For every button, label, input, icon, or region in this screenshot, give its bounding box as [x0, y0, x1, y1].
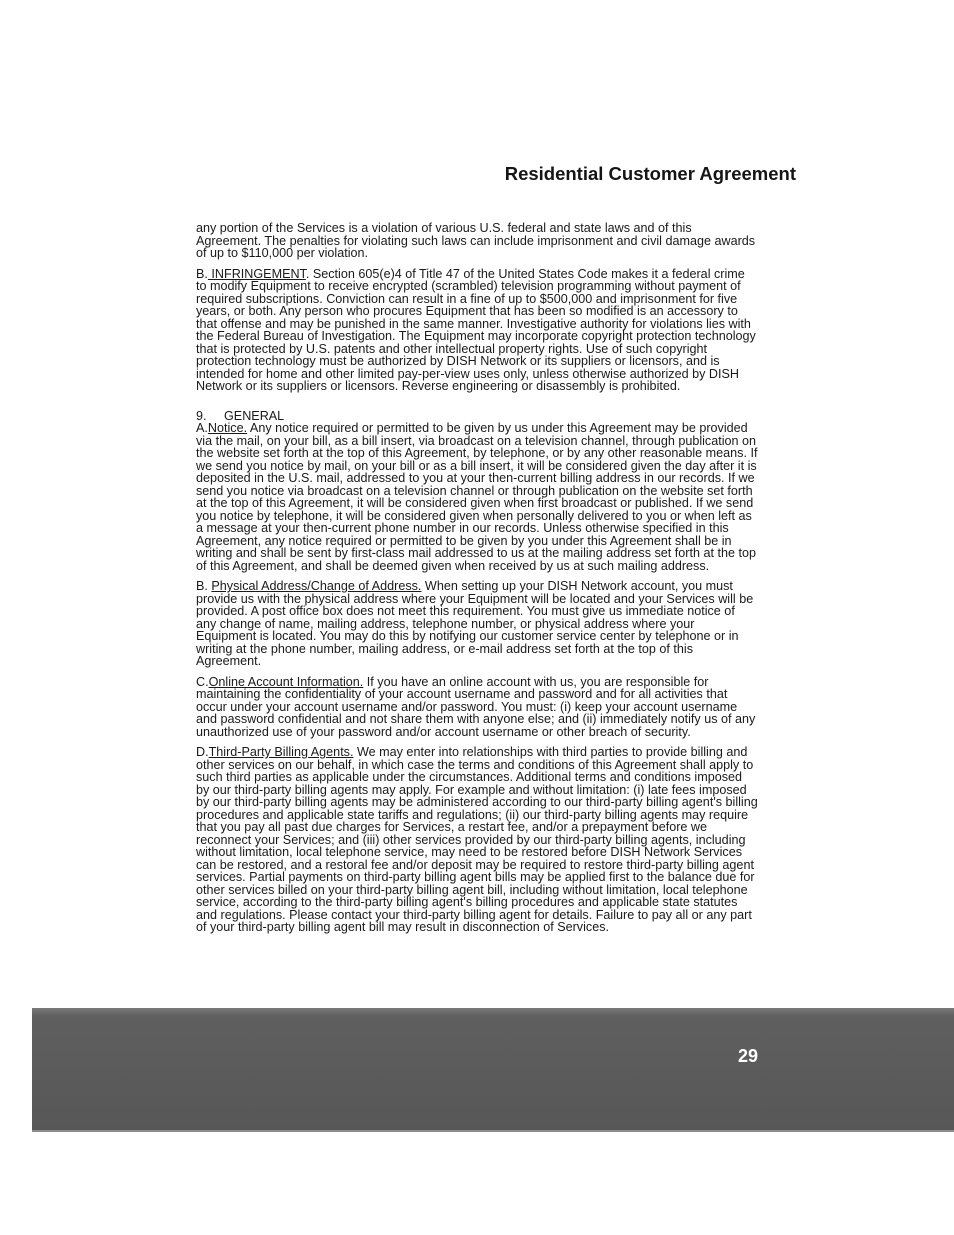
agreement-body — [196, 222, 758, 942]
notice-heading: Notice. — [207, 421, 248, 435]
infringement-text: . Section 605(e)4 of Title 47 of the United States Code makes it a federal crime to modify Equipment to receive encrypted (scrambled) television programming without payment of required subscriptions. Conviction can result in a fine of up to $500,000 and imprisonment for five years, or both. Any person who procures Equipment that has been so modified is an accessory to that offense and may be punished in the same manner. Investigative authority for violations lies with the Federal Bureau of Investigation. The Equipment may incorporate copyright protection technology that is protected by U.S. patents and other intellectual property rights. Use of such copyright protection technology must be authorized by DISH Network or its suppliers or licensors, and is intended for home and other limited pay-per-view uses only, unless otherwise authorized by DISH Network or its suppliers or licensors. Reverse engineering or disassembly is prohibited. — [196, 266, 756, 393]
notice-paragraph — [196, 422, 758, 572]
infringement-paragraph — [196, 268, 758, 393]
section-number: 9. — [196, 408, 207, 423]
physical-address-text: When setting up your DISH Network account, you must provide us with the physical address where your Equipment will be located and your Services will be provided. A post office box does not meet this requirement. You must give us immediate notice of any change of name, mailing address, telephone number, or physical address where your Equipment is located. You may do this by notifying our customer service center by telephone or in writing at the phone number, mailing address, or e-mail address set forth at the top of this Agreement. — [196, 579, 754, 668]
page-title: Residential Customer Agreement — [504, 163, 796, 184]
online-account-paragraph — [196, 676, 758, 739]
footer-band — [32, 1008, 954, 1132]
infringement-prefix: B. — [196, 266, 208, 281]
online-account-text: If you have an online account with us, you are responsible for maintaining the confidentiality of your account username and password and for all activities that occur under your account username and/or password. You must: (i) keep your account username and password confidential and not share them with anyone else; and (ii) immediately notify us of any unauthorized use of your password and/or account username or other breach of security. — [196, 674, 756, 739]
infringement-heading: INFRINGEMENT — [207, 266, 306, 281]
online-account-heading: Online Account Information. — [208, 674, 364, 689]
page-number: 29 — [737, 1046, 758, 1066]
third-party-heading: Third-Party Billing Agents. — [208, 745, 354, 759]
physical-address-paragraph — [196, 580, 758, 668]
third-party-text: We may enter into relationships with third parties to provide billing and other services on our behalf, in which case the terms and conditions of this Agreement shall apply to such third parties as applicable under the circumstances. Additional terms and conditions imposed by our third-party billing agents may apply. For example and without limitation: (i) late fees imposed by our third-party billing agents may be administered according to our third-party billing agent's billing procedures and applicable state tariffs and regulations; (ii) our third-party billing agents may require that you pay all past due charges for Services, a restart fee, and/or a prepayment before we reconnect your Services; and (iii) other services provided by our third-party billing agents, including without limitation, local telephone service, may need to be restored before DISH Network Services can be restored, and a restoral fee and/or deposit may be required to restore third-party billing agent services. Partial payments on third-party billing agent bills may be applied first to the balance due for other services billed on your third-party billing agent bill, including without limitation, local telephone service, according to the third-party billing agent's billing procedures and applicable state statutes and regulations. Please contact your third-party billing agent for details. Failure to pay all or any part of your third-party billing agent bill may result in disconnection of Services. — [196, 745, 758, 934]
notice-prefix: A. — [196, 421, 208, 435]
third-party-prefix: D. — [196, 745, 209, 759]
section-title: GENERAL — [224, 408, 285, 423]
third-party-paragraph — [196, 746, 758, 934]
physical-address-prefix: B. — [196, 579, 212, 593]
intro-paragraph: any portion of the Services is a violation of various U.S. federal and state laws and of this Agreement. The penalties for violating such laws can include imprisonment and civil damage awards of up to $110,000 per violation. — [196, 221, 756, 260]
notice-text: Any notice required or permitted to be given by us under this Agreement may be provided via the mail, on your bill, as a bill insert, via broadcast on a television channel, through publication on the website set forth at the top of this Agreement, by telephone, or by any other reasonable means. If we send you notice by mail, on your bill or as a bill insert, it will be considered given the day after it is deposited in the U.S. mail, addressed to you at your then-current billing address in our records. If we send you notice via broadcast on a television channel or through publication on the website set forth at the top of this Agreement, it will be considered given when first broadcast or published. If we send you notice by telephone, it will be considered given when personally delivered to you or when left as a message at your then-current phone number in our records. Unless otherwise specified in this Agreement, any notice required or permitted to be given by you under this Agreement shall be in writing and shall be sent by first-class mail addressed to us at the mailing address set forth at the top of this Agreement, and shall be deemed given when received by us at such mailing address. — [196, 421, 758, 573]
physical-address-heading: Physical Address/Change of Address. — [211, 579, 422, 593]
online-account-prefix: C. — [196, 674, 209, 689]
